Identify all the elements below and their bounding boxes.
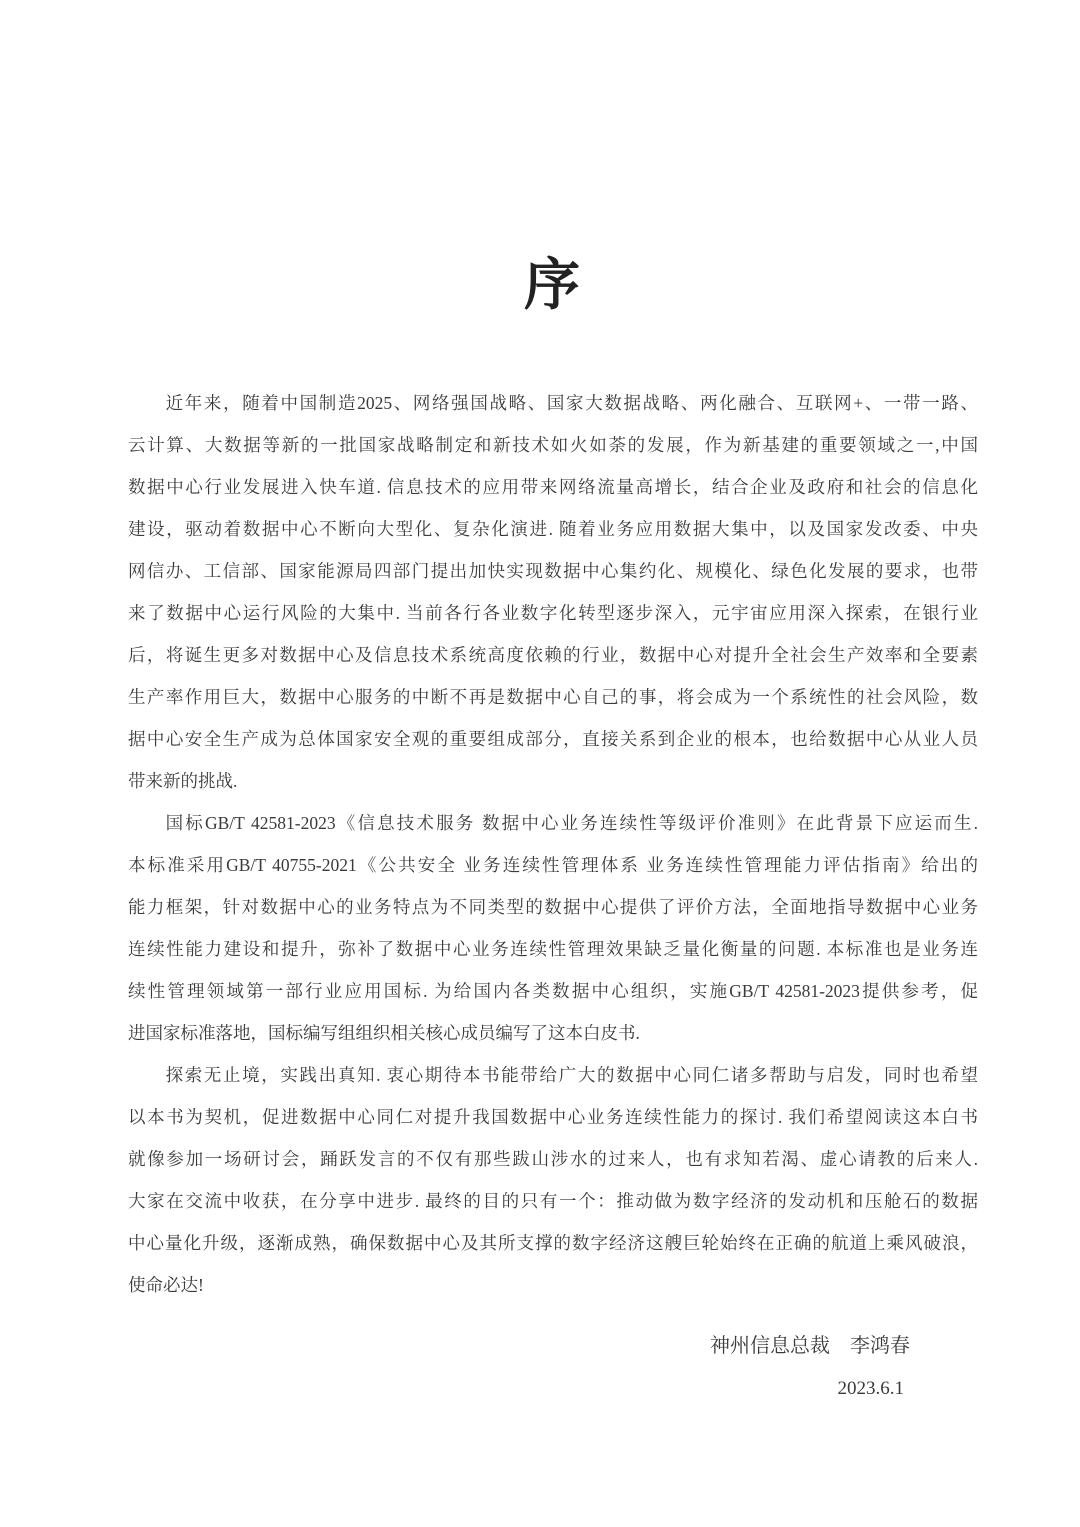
paragraph-2-line-3: 能力框架，针对数据中心的业务特点为不同类型的数据中心提供了评价方法，全面地指导数据中心业务 — [128, 897, 978, 917]
paragraph-2-line-1: 国标GB/T 42581-2023《信息技术服务 数据中心业务连续性等级评价准则》在此背景下应运而生. — [165, 813, 978, 833]
paragraph-3-line-5: 中心量化升级，逐渐成熟，确保数据中心及其所支撑的数字经济这艘巨轮始终在正确的航道上乘风破浪， — [128, 1233, 978, 1253]
preface-body — [128, 382, 978, 1306]
paragraph-3-line-2: 以本书为契机，促进数据中心同仁对提升我国数据中心业务连续性能力的探讨. 我们希望阅读这本白书 — [128, 1107, 978, 1127]
paragraph-1-line-2: 云计算、大数据等新的一批国家战略制定和新技术如火如荼的发展，作为新基建的重要领域之一,中国 — [128, 435, 978, 455]
paragraph-1-line-1: 近年来，随着中国制造2025、网络强国战略、国家大数据战略、两化融合、互联网+、一带一路、 — [165, 393, 978, 413]
paragraph-1-line-5: 网信办、工信部、国家能源局四部门提出加快实现数据中心集约化、规模化、绿色化发展的要求，也带 — [128, 561, 978, 581]
paragraph-1-line-10: 带来新的挑战. — [128, 771, 238, 791]
paragraph-2-line-5: 续性管理领域第一部行业应用国标. 为给国内各类数据中心组织，实施GB/T 42581-2023提供参考，促 — [128, 981, 978, 1001]
paragraph-1-line-7: 后，将诞生更多对数据中心及信息技术系统高度依赖的行业，数据中心对提升全社会生产效率和全要素 — [128, 645, 978, 665]
page-title: 序 — [524, 255, 582, 317]
paragraph-3-line-3: 就像参加一场研讨会，踊跃发言的不仅有那些跋山涉水的过来人，也有求知若渴、虚心请教的后来人. — [128, 1149, 978, 1169]
paragraph-1-line-6: 来了数据中心运行风险的大集中. 当前各行各业数字化转型逐步深入，元宇宙应用深入探索，在银行业 — [128, 603, 978, 623]
paragraph-3-line-6: 使命必达! — [128, 1275, 204, 1295]
paragraph-2-line-4: 连续性能力建设和提升，弥补了数据中心业务连续性管理效果缺乏量化衡量的问题. 本标准也是业务连 — [128, 939, 978, 959]
paragraph-3-line-4: 大家在交流中收获，在分享中进步. 最终的目的只有一个：推动做为数字经济的发动机和压舱石的数据 — [128, 1191, 978, 1211]
signature-date: 2023.6.1 — [837, 1378, 904, 1399]
paragraph-1-line-3: 数据中心行业发展进入快车道. 信息技术的应用带来网络流量高增长，结合企业及政府和社会的信息化 — [128, 477, 978, 497]
paragraph-1-line-9: 据中心安全生产成为总体国家安全观的重要组成部分，直接关系到企业的根本，也给数据中心从业人员 — [128, 729, 978, 749]
paragraph-3-line-1: 探索无止境，实践出真知. 衷心期待本书能带给广大的数据中心同仁诸多帮助与启发，同时也希望 — [165, 1065, 978, 1085]
paragraph-2-line-2: 本标准采用GB/T 40755-2021《公共安全 业务连续性管理体系 业务连续性管理能力评估指南》给出的 — [128, 855, 978, 875]
signature-author: 神州信息总裁 李鸿春 — [710, 1335, 910, 1357]
paragraph-1-line-8: 生产率作用巨大，数据中心服务的中断不再是数据中心自己的事，将会成为一个系统性的社会风险，数 — [128, 687, 978, 707]
paragraph-1-line-4: 建设，驱动着数据中心不断向大型化、复杂化演进. 随着业务应用数据大集中，以及国家发改委、中央 — [128, 519, 978, 539]
paragraph-2-line-6: 进国家标准落地，国标编写组组织相关核心成员编写了这本白皮书. — [128, 1023, 640, 1043]
